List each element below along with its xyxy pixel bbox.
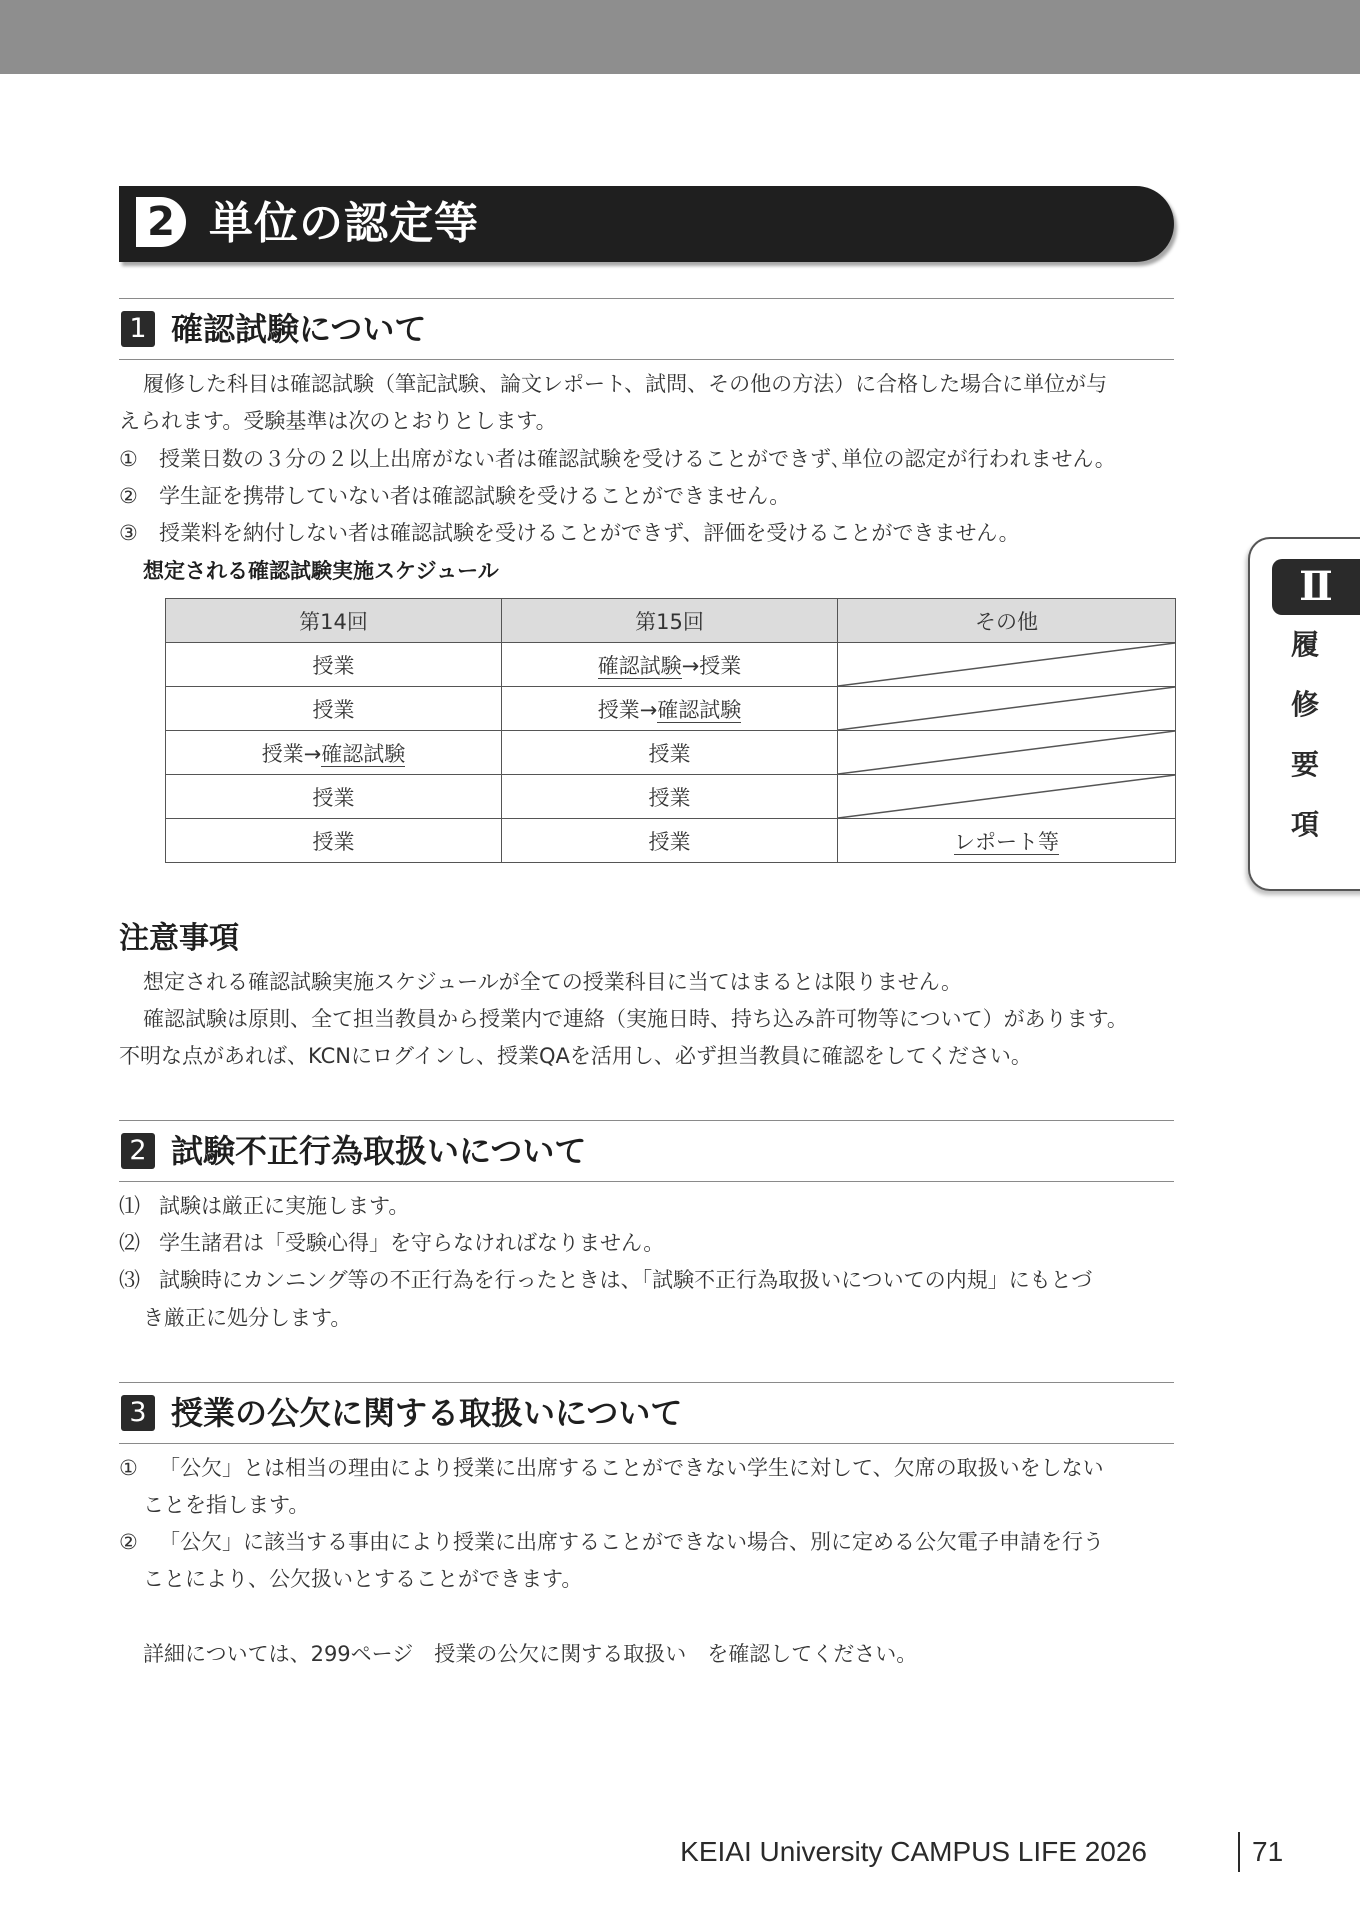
footer-title: KEIAI University CAMPUS LIFE 2026 — [680, 1836, 1147, 1867]
chapter-side-tab — [1248, 537, 1360, 891]
table-cell: 授業→確認試験 — [502, 687, 838, 731]
list-item — [119, 441, 1179, 478]
table-cell — [838, 819, 1176, 863]
list-item-text: 学生証を携帯していない者は確認試験を受けることができません。 — [159, 484, 791, 508]
detail-note: 詳細については、299ページ 授業の公欠に関する取扱い を確認してください。 — [143, 1642, 918, 1666]
section-heading — [119, 1382, 1174, 1444]
list-item-text: 試験時にカンニング等の不正行為を行ったときは、「試験不正行為取扱いについての内規」にもとづ — [159, 1268, 1093, 1292]
empty-cell — [838, 775, 1176, 819]
paragraph-line: 履修した科目は確認試験（筆記試験、論文レポート、試問、その他の方法）に合格した場合に単位が与 — [143, 372, 1108, 396]
list-marker: ① — [119, 447, 138, 471]
list-item — [119, 1225, 1179, 1262]
paragraph-line: ことにより、公欠扱いとすることができます。 — [143, 1567, 583, 1591]
table-row — [166, 775, 1176, 819]
list-item — [119, 1188, 1179, 1225]
list-item — [119, 1450, 1179, 1487]
exam-label: 確認試験 — [321, 741, 406, 766]
table-cell: 授業 — [502, 731, 838, 775]
list-item-text: 「公欠」に該当する事由により授業に出席することができない場合、別に定める公欠電子申請を行う — [159, 1530, 1104, 1554]
table-cell: 授業 — [166, 643, 502, 687]
schedule-table — [165, 598, 1176, 863]
list-marker: ⑶ — [119, 1268, 140, 1292]
list-marker: ⑵ — [119, 1231, 140, 1255]
page-number: 71 — [1252, 1836, 1284, 1867]
chapter-header — [119, 186, 1174, 262]
list-marker: ① — [119, 1456, 138, 1480]
list-item — [119, 478, 1179, 515]
column-header: 第15回 — [502, 599, 838, 643]
section-number: 3 — [121, 1395, 155, 1431]
column-header: その他 — [838, 599, 1176, 643]
table-row — [166, 819, 1176, 863]
exam-label: 確認試験 — [597, 653, 682, 678]
section-heading — [119, 1120, 1174, 1182]
footer — [640, 1830, 1280, 1874]
empty-cell — [838, 687, 1176, 731]
side-tab-char: 履 — [1290, 628, 1319, 661]
paragraph-line: えられます。受験基準は次のとおりとします。 — [119, 409, 557, 433]
section-title: 確認試験について — [171, 310, 427, 348]
section-heading — [119, 298, 1174, 360]
list-item-text: 授業料を納付しない者は確認試験を受けることができず、評価を受けることができません。 — [159, 521, 1020, 545]
side-tab-roman: Ⅱ — [1272, 559, 1360, 615]
list-marker: ⑴ — [119, 1194, 140, 1218]
table-cell: 授業 — [166, 819, 502, 863]
list-marker: ② — [119, 484, 138, 508]
table-row — [166, 731, 1176, 775]
list-item-text: 試験は厳正に実施します。 — [159, 1194, 410, 1218]
table-cell: 授業→確認試験 — [166, 731, 502, 775]
paragraph-line: 確認試験は原則、全て担当教員から授業内で連絡（実施日時、持ち込み許可物等について）があります。 — [143, 1007, 1128, 1031]
paragraph-line: 想定される確認試験実施スケジュールが全ての授業科目に当てはまるとは限りません。 — [143, 970, 962, 994]
exam-label: 確認試験 — [657, 697, 742, 722]
section-title: 授業の公欠に関する取扱いについて — [171, 1394, 683, 1432]
side-tab-char: 修 — [1290, 688, 1319, 721]
side-tab-char: 項 — [1290, 808, 1319, 841]
table-cell: 授業 — [166, 687, 502, 731]
footer-divider — [1238, 1832, 1240, 1872]
list-item-text: 「公欠」とは相当の理由により授業に出席することができない学生に対して、欠席の取扱いをしない — [159, 1456, 1104, 1480]
column-header: 第14回 — [166, 599, 502, 643]
chapter-title: 単位の認定等 — [209, 198, 479, 249]
list-marker: ③ — [119, 521, 138, 545]
section-number: 1 — [121, 311, 155, 347]
chapter-number: 2 — [136, 197, 186, 247]
list-item-text: 学生諸君は「受験心得」を守らなければなりません。 — [159, 1231, 665, 1255]
table-cell: 確認試験→授業 — [502, 643, 838, 687]
top-band — [0, 0, 1360, 74]
section-title: 試験不正行為取扱いについて — [171, 1132, 587, 1170]
table-header-row — [166, 599, 1176, 643]
empty-cell — [838, 643, 1176, 687]
report-label: レポート等 — [954, 829, 1059, 854]
empty-cell — [838, 731, 1176, 775]
table-cell: 授業 — [502, 819, 838, 863]
caution-title: 注意事項 — [119, 921, 239, 956]
paragraph-line: き厳正に処分します。 — [143, 1306, 352, 1330]
list-item — [119, 1524, 1179, 1561]
list-item — [119, 1262, 1179, 1299]
list-marker: ② — [119, 1530, 138, 1554]
table-cell: 授業 — [166, 775, 502, 819]
side-tab-char: 要 — [1290, 748, 1319, 781]
list-item-text: 授業日数の３分の２以上出席がない者は確認試験を受けることができず､単位の認定が行われません。 — [159, 447, 1116, 471]
table-row — [166, 687, 1176, 731]
table-row — [166, 643, 1176, 687]
paragraph-line: ことを指します。 — [143, 1493, 310, 1517]
schedule-caption: 想定される確認試験実施スケジュール — [143, 559, 499, 583]
section-number: 2 — [121, 1133, 155, 1169]
list-item — [119, 515, 1179, 552]
table-cell: 授業 — [502, 775, 838, 819]
paragraph-line: 不明な点があれば、KCNにログインし、授業QAを活用し、必ず担当教員に確認をしてください。 — [119, 1044, 1032, 1068]
